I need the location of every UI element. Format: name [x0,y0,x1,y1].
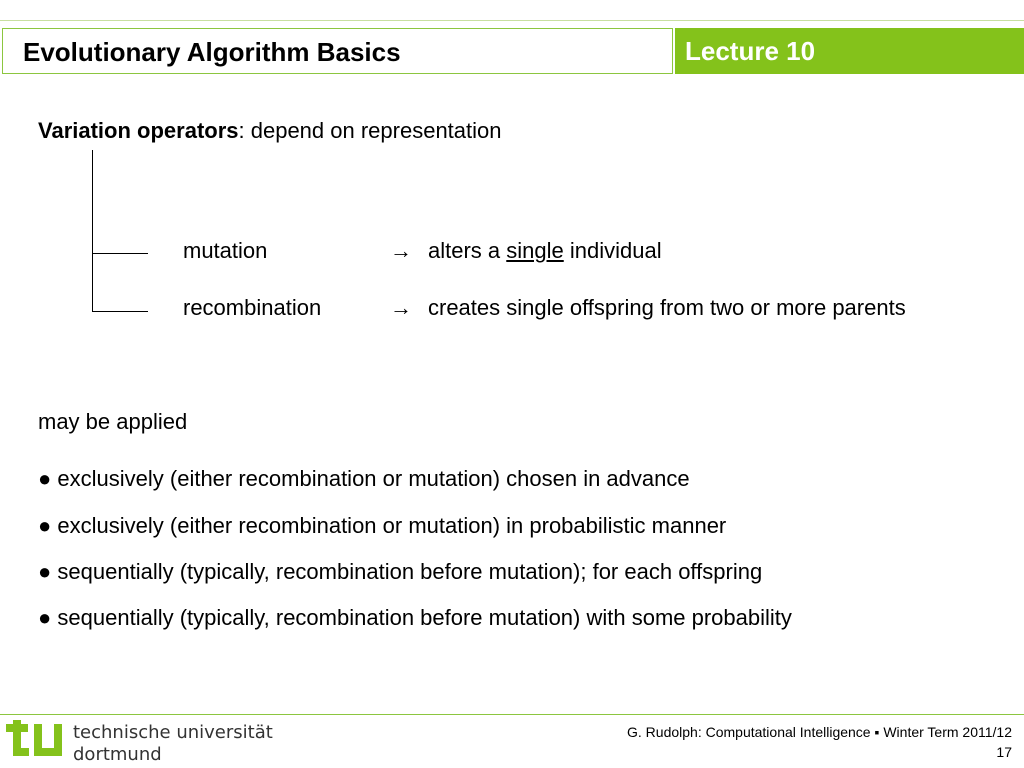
bullet-item: ● sequentially (typically, recombination before mutation); for each offspring [38,559,763,584]
bullet-item: ● sequentially (typically, recombination before mutation) with some probability [38,605,792,630]
operator-desc-recombination: creates single offspring from two or more parents [428,295,906,320]
page-number: 17 [996,744,1012,760]
arrow-mutation: → [390,238,412,263]
desc-underlined-single: single [506,238,564,263]
operator-name-mutation: mutation [183,238,268,263]
desc-before: alters a [428,238,507,263]
lecture-label: Lecture 10 [685,36,816,66]
may-be-applied-text: may be applied [38,409,188,434]
bullet-item: ● exclusively (either recombination or mutation) chosen in advance [38,466,690,491]
bullet-item: ● exclusively (either recombination or mutation) in probabilistic manner [38,513,727,538]
variation-heading [38,118,502,144]
university-line2: dortmund [73,744,162,765]
desc-after: individual [563,238,662,263]
tu-logo-icon [4,718,66,764]
slide-title: Evolutionary Algorithm Basics [23,37,401,67]
operator-desc-mutation [428,238,662,264]
credit-text: G. Rudolph: Computational Intelligence ▪ Winter Term 2011/12 [627,724,1012,740]
tree-branch-mutation [92,253,148,254]
tree-branch-recombination [92,311,148,312]
arrow-recombination: → [390,295,412,320]
footer-credit [627,722,1012,762]
operator-name-recombination: recombination [183,295,322,320]
university-line1: technische universität [73,722,273,743]
heading-bold: Variation operators [38,118,239,143]
footer-divider [0,714,1024,715]
tree-vertical-line [92,150,93,312]
university-name [73,722,273,766]
heading-rest: : depend on representation [238,118,502,143]
